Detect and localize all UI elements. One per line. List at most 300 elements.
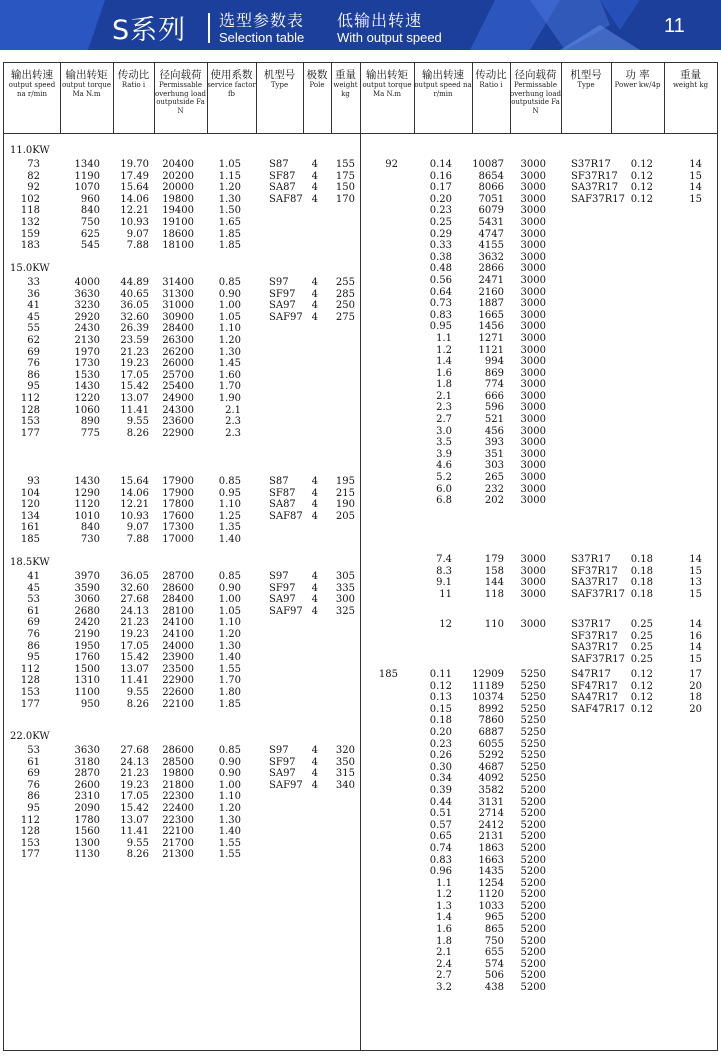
output-speed-value: 0.64 xyxy=(429,286,452,298)
header-cn: 径向载荷 xyxy=(159,69,202,81)
weight-value: 255 xyxy=(335,277,355,288)
overhung-load-value: 5250 xyxy=(520,750,546,762)
type-value: SF87 xyxy=(269,487,296,499)
output-speed-value: 3.5 xyxy=(436,437,452,449)
type-value: SA97 xyxy=(269,594,296,606)
output-speed-value: 45 xyxy=(27,311,40,323)
ratio-value: 14.06 xyxy=(120,487,149,499)
output-torque-value: 1300 xyxy=(74,837,100,849)
output-torque-value: 2420 xyxy=(74,617,100,629)
pole-value: 4 xyxy=(311,594,318,606)
output-torque-value: 1500 xyxy=(74,663,100,675)
output-speed-value: 4.6 xyxy=(436,460,452,472)
ratio-value: 21.23 xyxy=(120,346,149,358)
ratio-value: 202 xyxy=(484,495,504,507)
overhung-load-value: 3000 xyxy=(520,425,546,437)
ratio-value: 17.49 xyxy=(120,170,149,182)
service-factor-value: 1.40 xyxy=(218,533,241,545)
output-speed-value: 3.0 xyxy=(436,425,452,437)
ratio-value: 15.64 xyxy=(120,476,149,487)
overhung-load-value: 23900 xyxy=(162,652,194,664)
ratio-value: 7.88 xyxy=(126,240,149,252)
output-speed-value: 33 xyxy=(27,277,40,288)
ratio-value: 5431 xyxy=(478,216,504,228)
ratio-value: 9.55 xyxy=(126,837,149,849)
type-value: SAF47R17 xyxy=(571,703,625,715)
ratio-value: 9.55 xyxy=(126,686,149,698)
ratio-value: 4155 xyxy=(478,240,504,252)
header-cn: 使用系数 xyxy=(210,69,253,81)
ratio-value: 1456 xyxy=(478,321,504,333)
overhung-load-value: 3000 xyxy=(520,554,546,565)
output-speed-value: 0.23 xyxy=(429,205,452,217)
service-factor-value: 1.70 xyxy=(218,381,241,393)
output-torque-value: 960 xyxy=(80,193,100,205)
ratio-value: 1254 xyxy=(478,877,504,889)
ratio xyxy=(113,476,149,546)
output-speed-value: 0.44 xyxy=(429,796,452,808)
service-factor-value: 2.1 xyxy=(225,404,241,416)
type-value: SAF97 xyxy=(269,779,303,791)
overhung-load-value: 5200 xyxy=(520,935,546,947)
weight-value: 14 xyxy=(689,554,702,565)
header-cn: 输出转速 xyxy=(422,69,464,81)
ratio-value: 10374 xyxy=(472,692,504,704)
overhung-load-value: 26200 xyxy=(162,346,194,358)
service-factor-value: 1.85 xyxy=(218,240,241,252)
ratio-value: 4687 xyxy=(478,761,504,773)
power-value: 0.25 xyxy=(630,630,653,642)
output-torque-value: 1190 xyxy=(74,170,100,182)
output-speed-value: 0.17 xyxy=(429,182,452,194)
type-value: SF37R17 xyxy=(571,630,618,642)
pole-value: 4 xyxy=(311,182,318,194)
weight-value: 195 xyxy=(335,476,355,487)
weight-value: 16 xyxy=(689,630,702,642)
ratio-value: 24.13 xyxy=(120,605,149,617)
pole-value: 4 xyxy=(311,300,318,312)
output-torque-value: 1290 xyxy=(74,487,100,499)
output-speed-value: 134 xyxy=(20,510,40,522)
service-factor-value: 1.10 xyxy=(218,499,241,511)
service-factor-value: 1.35 xyxy=(218,522,241,534)
overhung-load-value: 5200 xyxy=(520,924,546,936)
power-value: 0.18 xyxy=(630,588,653,600)
output-speed-value: 2.1 xyxy=(436,947,452,959)
overhung-load-value: 23600 xyxy=(162,416,194,428)
ratio-value: 232 xyxy=(484,483,504,495)
pole-value: 4 xyxy=(311,487,318,499)
service-factor-value: 0.85 xyxy=(218,476,241,487)
weight-value: 215 xyxy=(335,487,355,499)
output-torque xyxy=(60,745,100,861)
overhung-load-value: 24100 xyxy=(162,628,194,640)
overhung-load-value: 21300 xyxy=(162,849,194,861)
service-factor-value: 1.20 xyxy=(218,802,241,814)
ratio-value: 965 xyxy=(484,912,504,924)
overhung-load-value: 3000 xyxy=(520,263,546,275)
overhung-load-value: 18600 xyxy=(162,228,194,240)
output-torque-value: 2600 xyxy=(74,779,100,791)
output-torque-value: 3060 xyxy=(74,594,100,606)
header-en: service factor fb xyxy=(207,81,256,98)
overhung-load-value: 3000 xyxy=(520,619,546,630)
pole-value: 4 xyxy=(311,311,318,323)
output-speed xyxy=(414,159,452,507)
ratio-value: 1663 xyxy=(478,854,504,866)
overhung-load-value: 3000 xyxy=(520,390,546,402)
power xyxy=(611,669,653,715)
header-en: Pole xyxy=(309,81,325,89)
ratio-value: 6887 xyxy=(478,726,504,738)
type-value: SAF87 xyxy=(269,193,303,205)
header-cn: 输出转速 xyxy=(11,69,53,81)
overhung-load-value: 28500 xyxy=(162,756,194,768)
overhung-load-value: 3000 xyxy=(520,240,546,252)
output-speed xyxy=(4,476,40,546)
overhung-load-value: 17000 xyxy=(162,533,194,545)
ratio-value: 32.60 xyxy=(120,582,149,594)
overhung-load-value: 26000 xyxy=(162,358,194,370)
pole xyxy=(303,745,318,791)
weight-value: 190 xyxy=(335,499,355,511)
ratio-value: 19.23 xyxy=(120,628,149,640)
output-torque xyxy=(360,159,398,171)
weight-value: 340 xyxy=(335,779,355,791)
overhung-load-value: 22600 xyxy=(162,686,194,698)
output-speed-value: 132 xyxy=(20,216,40,228)
output-speed-value: 0.96 xyxy=(429,866,452,878)
output-speed-value: 2.4 xyxy=(436,958,452,970)
service-factor-value: 1.05 xyxy=(218,311,241,323)
overhung-load-value: 24100 xyxy=(162,617,194,629)
output-speed-value: 36 xyxy=(27,288,40,300)
output-speed xyxy=(4,745,40,861)
output-speed-value: 159 xyxy=(20,228,40,240)
weight xyxy=(664,159,702,205)
overhung-load-value: 30900 xyxy=(162,311,194,323)
output-torque-value: 1010 xyxy=(74,510,100,522)
ratio-value: 8.26 xyxy=(126,698,149,710)
type-value: SA47R17 xyxy=(571,692,619,704)
output-speed-value: 69 xyxy=(27,346,40,358)
ratio-value: 14.06 xyxy=(120,193,149,205)
pole-value: 4 xyxy=(311,768,318,780)
output-speed-value: 104 xyxy=(20,487,40,499)
output-speed-value: 0.30 xyxy=(429,761,452,773)
service-factor-value: 1.00 xyxy=(218,779,241,791)
output-speed-value: 82 xyxy=(27,170,40,182)
ratio-value: 750 xyxy=(484,935,504,947)
overhung-load-value: 3000 xyxy=(520,251,546,263)
ratio-value: 17.05 xyxy=(120,369,149,381)
output-speed-value: 0.29 xyxy=(429,228,452,240)
selection-table xyxy=(3,62,718,1051)
output-speed-value: 120 xyxy=(20,499,40,511)
overhung-load-value: 3000 xyxy=(520,182,546,194)
ratio-value: 36.05 xyxy=(120,571,149,582)
ratio xyxy=(472,554,504,600)
output-speed-value: 112 xyxy=(20,814,40,826)
header-cell xyxy=(256,63,303,133)
output-torque-value: 545 xyxy=(80,240,100,252)
output-speed-value: 41 xyxy=(27,300,40,312)
output-speed-value: 1.8 xyxy=(436,379,452,391)
weight-value: 14 xyxy=(689,182,702,194)
overhung-load-value: 5250 xyxy=(520,680,546,692)
ratio-value: 865 xyxy=(484,924,504,936)
overhung-load-value: 3000 xyxy=(520,448,546,460)
header-cn: 重量 xyxy=(680,69,701,81)
overhung-load-value: 3000 xyxy=(520,332,546,344)
output-speed-value: 9.1 xyxy=(436,577,452,589)
pole-value: 4 xyxy=(311,605,318,617)
output-torque-value: 2130 xyxy=(74,334,100,346)
power-value: 0.12 xyxy=(630,170,653,182)
ratio-value: 2714 xyxy=(478,808,504,820)
output-speed-value: 95 xyxy=(27,802,40,814)
output-speed-value: 86 xyxy=(27,369,40,381)
output-speed-value: 86 xyxy=(27,791,40,803)
ratio-value: 19.23 xyxy=(120,358,149,370)
ratio-value: 4747 xyxy=(478,228,504,240)
ratio-value: 32.60 xyxy=(120,311,149,323)
header-cell xyxy=(360,63,414,133)
ratio-value: 2131 xyxy=(478,831,504,843)
ratio-value: 2160 xyxy=(478,286,504,298)
ratio-value: 6055 xyxy=(478,738,504,750)
overhung-load-value: 25400 xyxy=(162,381,194,393)
output-speed-value: 1.8 xyxy=(436,935,452,947)
overhung-load-value: 5200 xyxy=(520,784,546,796)
ratio-value: 3582 xyxy=(478,784,504,796)
output-torque-value: 1530 xyxy=(74,369,100,381)
ratio-value: 36.05 xyxy=(120,300,149,312)
overhung-load xyxy=(154,476,194,546)
output-speed-value: 41 xyxy=(27,571,40,582)
ratio-value: 2866 xyxy=(478,263,504,275)
weight-value: 15 xyxy=(689,193,702,205)
overhung-load-value: 24300 xyxy=(162,404,194,416)
output-speed-value: 177 xyxy=(20,698,40,710)
ratio-value: 13.07 xyxy=(120,392,149,404)
header-cell xyxy=(611,63,664,133)
overhung-load-value: 17600 xyxy=(162,510,194,522)
power xyxy=(611,159,653,205)
output-speed-value: 0.25 xyxy=(429,216,452,228)
overhung-load-value: 24900 xyxy=(162,392,194,404)
overhung-load-value: 3000 xyxy=(520,274,546,286)
output-speed-value: 55 xyxy=(27,323,40,335)
overhung-load-value: 17900 xyxy=(162,476,194,487)
service-factor-value: 0.85 xyxy=(218,745,241,756)
output-speed-value: 0.56 xyxy=(429,274,452,286)
weight-value: 13 xyxy=(689,577,702,589)
output-speed-value: 69 xyxy=(27,617,40,629)
overhung-load-value: 28400 xyxy=(162,323,194,335)
weight-value: 315 xyxy=(335,768,355,780)
pole-value: 4 xyxy=(311,745,318,756)
overhung-load-value: 22300 xyxy=(162,791,194,803)
type-value: SA87 xyxy=(269,499,296,511)
ratio-value: 3131 xyxy=(478,796,504,808)
weight-value: 350 xyxy=(335,756,355,768)
output-speed-value: 161 xyxy=(20,522,40,534)
weight-value: 170 xyxy=(335,193,355,205)
pole-value: 4 xyxy=(311,288,318,300)
output-torque-value: 1780 xyxy=(74,814,100,826)
service-factor xyxy=(207,571,241,710)
output-speed-value: 5.2 xyxy=(436,472,452,484)
overhung-load xyxy=(510,554,546,600)
output-speed-value: 0.23 xyxy=(429,738,452,750)
output-torque-value: 2870 xyxy=(74,768,100,780)
overhung-load-value: 22300 xyxy=(162,814,194,826)
ratio-value: 4092 xyxy=(478,773,504,785)
output-speed-value: 0.51 xyxy=(429,808,452,820)
header-cell xyxy=(414,63,472,133)
pole-value: 4 xyxy=(311,170,318,182)
pole-value: 4 xyxy=(311,510,318,522)
overhung-load-value: 3000 xyxy=(520,321,546,333)
service-factor-value: 1.40 xyxy=(218,826,241,838)
header-cell xyxy=(113,63,154,133)
service-factor-value: 1.30 xyxy=(218,814,241,826)
output-torque-value: 1970 xyxy=(74,346,100,358)
ratio-value: 774 xyxy=(484,379,504,391)
output-speed-value: 153 xyxy=(20,416,40,428)
output-speed-value: 177 xyxy=(20,849,40,861)
ratio xyxy=(472,159,504,507)
output-torque xyxy=(60,476,100,546)
ratio-value: 158 xyxy=(484,565,504,577)
ratio-value: 11.41 xyxy=(120,675,149,687)
ratio-value: 7.88 xyxy=(126,533,149,545)
overhung-load-value: 21700 xyxy=(162,837,194,849)
overhung-load-value: 5200 xyxy=(520,912,546,924)
output-torque-value: 1730 xyxy=(74,358,100,370)
overhung-load-value: 28400 xyxy=(162,594,194,606)
pole-value: 4 xyxy=(311,779,318,791)
weight xyxy=(664,669,702,715)
weight-value: 20 xyxy=(689,703,702,715)
service-factor-value: 0.85 xyxy=(218,277,241,288)
output-speed-value: 0.14 xyxy=(429,159,452,170)
overhung-load-value: 5200 xyxy=(520,877,546,889)
header-en: Permissable overhung load outputside Fa N xyxy=(155,81,206,115)
header-en: output torque Ma N.m xyxy=(61,81,112,98)
overhung-load-value: 17800 xyxy=(162,499,194,511)
header-en: Type xyxy=(577,81,595,89)
ratio-value: 11189 xyxy=(472,680,504,692)
output-torque xyxy=(60,159,100,252)
pole-value: 4 xyxy=(311,476,318,487)
output-torque xyxy=(60,571,100,710)
output-speed-value: 3.2 xyxy=(436,982,452,994)
type-value: S97 xyxy=(269,571,289,582)
ratio-value: 574 xyxy=(484,958,504,970)
pole-value: 4 xyxy=(311,159,318,170)
output-speed-value: 0.95 xyxy=(429,321,452,333)
output-speed-value: 1.6 xyxy=(436,367,452,379)
overhung-load-value: 5200 xyxy=(520,808,546,820)
overhung-load-value: 5200 xyxy=(520,831,546,843)
ratio-value: 12909 xyxy=(472,669,504,680)
output-torque-value: 840 xyxy=(80,205,100,217)
ratio-value: 21.23 xyxy=(120,768,149,780)
type-value: SA37R17 xyxy=(571,182,619,194)
output-speed-value: 0.39 xyxy=(429,784,452,796)
output-torque-value: 950 xyxy=(80,698,100,710)
overhung-load-value: 22400 xyxy=(162,802,194,814)
overhung-load-value: 3000 xyxy=(520,286,546,298)
service-factor-value: 0.90 xyxy=(218,582,241,594)
overhung-load-value: 3000 xyxy=(520,170,546,182)
service-factor-value: 1.85 xyxy=(218,228,241,240)
overhung-load-value: 19800 xyxy=(162,768,194,780)
ratio-value: 1271 xyxy=(478,332,504,344)
ratio-value: 11.41 xyxy=(120,404,149,416)
power-value: 0.12 xyxy=(630,669,653,680)
power-value: 0.12 xyxy=(630,182,653,194)
output-torque-value: 840 xyxy=(80,522,100,534)
overhung-load-value: 3000 xyxy=(520,298,546,310)
header-cell xyxy=(207,63,256,133)
header-cell xyxy=(154,63,207,133)
overhung-load-value: 5200 xyxy=(520,819,546,831)
overhung-load-value: 5200 xyxy=(520,958,546,970)
ratio-value: 506 xyxy=(484,970,504,982)
overhung-load xyxy=(510,669,546,994)
type-value: S97 xyxy=(269,745,289,756)
output-torque-value: 3970 xyxy=(74,571,100,582)
type-value: S97 xyxy=(269,277,289,288)
overhung-load-value: 17300 xyxy=(162,522,194,534)
output-torque-value: 1950 xyxy=(74,640,100,652)
overhung-load-value: 21800 xyxy=(162,779,194,791)
output-speed-value: 2.7 xyxy=(436,414,452,426)
output-speed-value: 0.15 xyxy=(429,703,452,715)
overhung-load-value: 17900 xyxy=(162,487,194,499)
ratio-value: 1863 xyxy=(478,842,504,854)
overhung-load-value: 3000 xyxy=(520,414,546,426)
overhung-load-value: 5200 xyxy=(520,842,546,854)
ratio-value: 596 xyxy=(484,402,504,414)
output-torque-value: 2090 xyxy=(74,802,100,814)
ratio-value: 1435 xyxy=(478,866,504,878)
header-en: Type xyxy=(270,81,289,89)
overhung-load-value: 28600 xyxy=(162,745,194,756)
output-speed-value: 0.74 xyxy=(429,842,452,854)
type-value: SAF37R17 xyxy=(571,653,625,665)
service-factor-value: 1.10 xyxy=(218,791,241,803)
overhung-load-value: 5250 xyxy=(520,738,546,750)
overhung-load-value: 18100 xyxy=(162,240,194,252)
service-factor-value: 0.95 xyxy=(218,487,241,499)
overhung-load-value: 25700 xyxy=(162,369,194,381)
overhung-load-value: 24000 xyxy=(162,640,194,652)
weight-value: 175 xyxy=(335,170,355,182)
output-speed-value: 6.8 xyxy=(436,495,452,507)
weight-value: 15 xyxy=(689,565,702,577)
pole xyxy=(303,571,318,617)
ratio-value: 303 xyxy=(484,460,504,472)
overhung-load-value: 23500 xyxy=(162,663,194,675)
header-en: weight kg xyxy=(333,81,358,98)
overhung-load-value: 3000 xyxy=(520,216,546,228)
ratio-value: 8.26 xyxy=(126,849,149,861)
output-speed-value: 0.34 xyxy=(429,773,452,785)
